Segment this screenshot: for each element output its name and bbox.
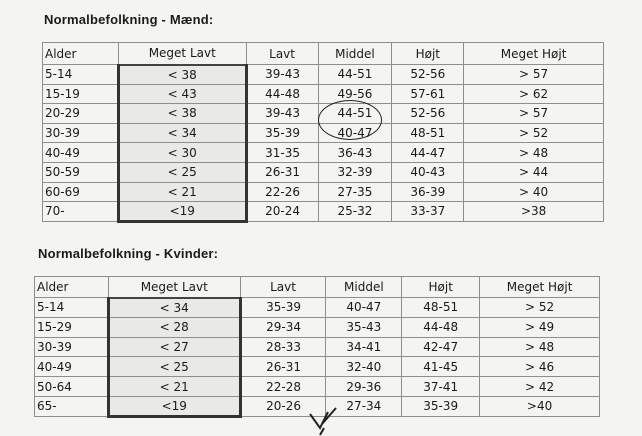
middel-cell: 27-34 — [326, 396, 402, 416]
table-row — [35, 337, 600, 357]
lavt-cell: 22-28 — [240, 377, 326, 397]
lavt-cell: 29-34 — [240, 317, 326, 337]
age-cell: 15-29 — [35, 317, 109, 337]
middel-cell: 32-40 — [326, 357, 402, 377]
middel-cell: 32-39 — [318, 162, 392, 182]
meget-lavt-cell: < 34 — [108, 298, 240, 318]
meget-hojt-cell: > 48 — [480, 337, 600, 357]
header-meget-lavt: Meget Lavt — [108, 277, 240, 298]
lavt-cell: 28-33 — [240, 337, 326, 357]
meget-hojt-cell: > 52 — [464, 123, 604, 143]
middel-cell: 40-47 — [318, 123, 392, 143]
lavt-cell: 26-31 — [246, 162, 318, 182]
age-cell: 70- — [43, 202, 119, 222]
lavt-cell: 31-35 — [246, 143, 318, 163]
age-cell: 5-14 — [43, 65, 119, 85]
age-cell: 50-64 — [35, 377, 109, 397]
hojt-cell: 40-43 — [392, 162, 464, 182]
meget-lavt-cell: < 21 — [118, 182, 246, 202]
table-row — [43, 84, 604, 104]
header-meget-hojt: Meget Højt — [480, 277, 600, 298]
age-cell: 40-49 — [35, 357, 109, 377]
meget-hojt-cell: > 62 — [464, 84, 604, 104]
header-middel: Middel — [318, 43, 392, 65]
age-cell: 5-14 — [35, 298, 109, 318]
middel-cell: 29-36 — [326, 377, 402, 397]
lavt-cell: 39-43 — [246, 104, 318, 124]
table-row — [43, 202, 604, 222]
lavt-cell: 35-39 — [246, 123, 318, 143]
header-middel: Middel — [326, 277, 402, 298]
middel-cell: 34-41 — [326, 337, 402, 357]
lavt-cell: 35-39 — [240, 298, 326, 318]
meget-lavt-cell: < 30 — [118, 143, 246, 163]
meget-hojt-cell: > 57 — [464, 104, 604, 124]
hojt-cell: 44-48 — [402, 317, 480, 337]
meget-lavt-cell: < 38 — [118, 104, 246, 124]
table-row — [35, 298, 600, 318]
middel-cell: 49-56 — [318, 84, 392, 104]
hojt-cell: 48-51 — [402, 298, 480, 318]
age-cell: 30-39 — [35, 337, 109, 357]
meget-lavt-cell: <19 — [118, 202, 246, 222]
middel-cell: 27-35 — [318, 182, 392, 202]
table-row — [35, 317, 600, 337]
lavt-cell: 20-24 — [246, 202, 318, 222]
age-cell: 60-69 — [43, 182, 119, 202]
meget-hojt-cell: > 40 — [464, 182, 604, 202]
age-cell: 30-39 — [43, 123, 119, 143]
meget-hojt-cell: > 44 — [464, 162, 604, 182]
meget-hojt-cell: >38 — [464, 202, 604, 222]
meget-lavt-cell: < 28 — [108, 317, 240, 337]
hojt-cell: 44-47 — [392, 143, 464, 163]
meget-lavt-cell: < 34 — [118, 123, 246, 143]
age-cell: 20-29 — [43, 104, 119, 124]
age-cell: 40-49 — [43, 143, 119, 163]
meget-hojt-cell: > 49 — [480, 317, 600, 337]
women-section-title: Normalbefolkning - Kvinder: — [38, 246, 219, 261]
middel-cell: 25-32 — [318, 202, 392, 222]
hojt-cell: 37-41 — [402, 377, 480, 397]
meget-lavt-cell: < 38 — [118, 65, 246, 85]
meget-hojt-cell: >40 — [480, 396, 600, 416]
meget-lavt-cell: < 25 — [118, 162, 246, 182]
lavt-cell: 44-48 — [246, 84, 318, 104]
hojt-cell: 52-56 — [392, 65, 464, 85]
hojt-cell: 36-39 — [392, 182, 464, 202]
header-alder: Alder — [43, 43, 119, 65]
lavt-cell: 26-31 — [240, 357, 326, 377]
meget-lavt-cell: <19 — [108, 396, 240, 416]
middel-cell: 40-47 — [326, 298, 402, 318]
lavt-cell: 39-43 — [246, 65, 318, 85]
age-cell: 65- — [35, 396, 109, 416]
middel-cell: 44-51 — [318, 65, 392, 85]
meget-lavt-cell: < 25 — [108, 357, 240, 377]
header-meget-hojt: Meget Højt — [464, 43, 604, 65]
lavt-cell: 22-26 — [246, 182, 318, 202]
middel-cell: 44-51 — [318, 104, 392, 124]
meget-hojt-cell: > 52 — [480, 298, 600, 318]
table-row — [43, 162, 604, 182]
table-row — [35, 377, 600, 397]
hojt-cell: 52-56 — [392, 104, 464, 124]
header-meget-lavt: Meget Lavt — [118, 43, 246, 65]
hojt-cell: 35-39 — [402, 396, 480, 416]
header-lavt: Lavt — [246, 43, 318, 65]
meget-lavt-cell: < 27 — [108, 337, 240, 357]
handwritten-circle-mark — [318, 100, 382, 140]
table-row — [35, 357, 600, 377]
meget-lavt-cell: < 43 — [118, 84, 246, 104]
men-section-title: Normalbefolkning - Mænd: — [44, 12, 214, 27]
header-alder: Alder — [35, 277, 109, 298]
age-cell: 15-19 — [43, 84, 119, 104]
meget-hojt-cell: > 57 — [464, 65, 604, 85]
age-cell: 50-59 — [43, 162, 119, 182]
lavt-cell: 20-26 — [240, 396, 326, 416]
women-norm-table — [34, 276, 600, 418]
table-row — [43, 143, 604, 163]
header-lavt: Lavt — [240, 277, 326, 298]
meget-lavt-cell: < 21 — [108, 377, 240, 397]
table-header-row — [43, 43, 604, 65]
meget-hojt-cell: > 48 — [464, 143, 604, 163]
hojt-cell: 33-37 — [392, 202, 464, 222]
table-header-row — [35, 277, 600, 298]
men-norm-table — [42, 42, 604, 223]
handwritten-scribble-mark — [306, 404, 346, 436]
hojt-cell: 42-47 — [402, 337, 480, 357]
hojt-cell: 41-45 — [402, 357, 480, 377]
header-hojt: Højt — [402, 277, 480, 298]
middel-cell: 36-43 — [318, 143, 392, 163]
header-hojt: Højt — [392, 43, 464, 65]
table-row — [43, 182, 604, 202]
middel-cell: 35-43 — [326, 317, 402, 337]
meget-hojt-cell: > 46 — [480, 357, 600, 377]
hojt-cell: 57-61 — [392, 84, 464, 104]
hojt-cell: 48-51 — [392, 123, 464, 143]
table-row — [43, 65, 604, 85]
meget-hojt-cell: > 42 — [480, 377, 600, 397]
